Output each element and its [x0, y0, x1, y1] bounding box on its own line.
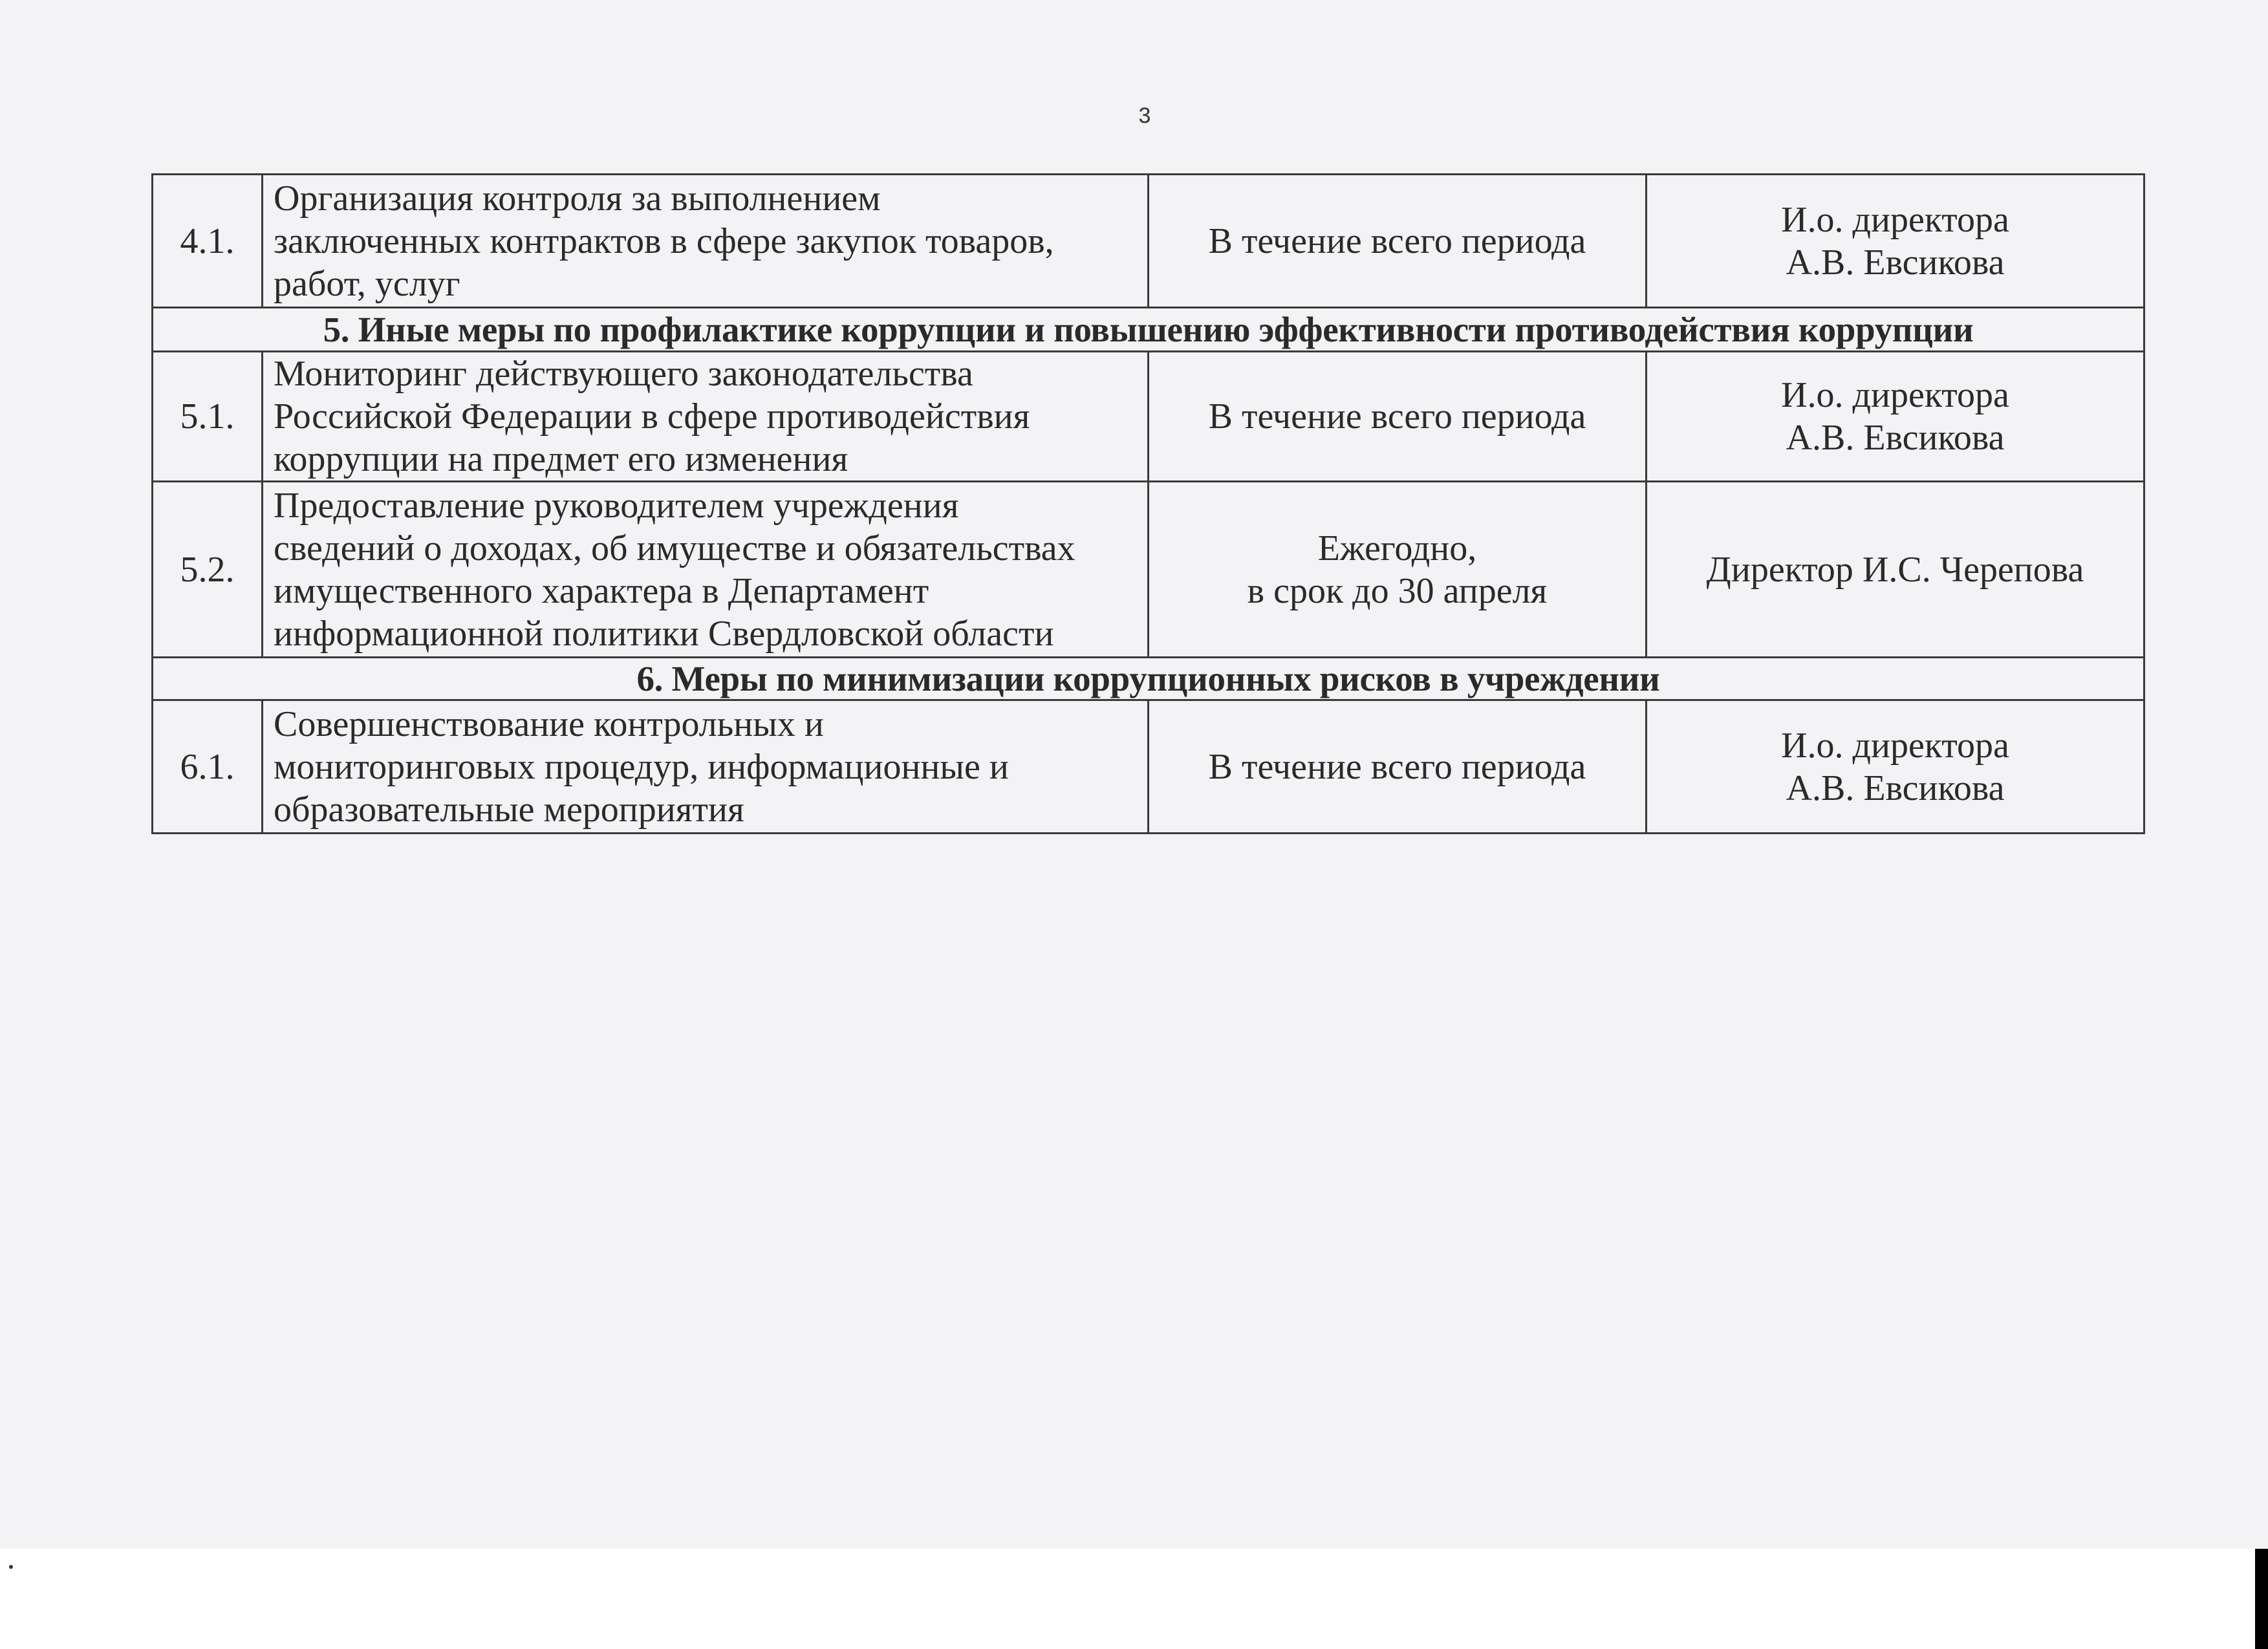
item-deadline: Ежегодно, в срок до 30 апреля — [1149, 482, 1647, 658]
item-responsible: И.о. директора А.В. Евсикова — [1647, 700, 2144, 834]
section-header-row — [153, 658, 2144, 700]
anti-corruption-plan-table — [151, 173, 2145, 834]
scan-speck — [9, 1565, 13, 1569]
table-row — [153, 352, 2144, 482]
item-description: Мониторинг действующего законодательства Российской Федерации в сфере противодействия коррупции на предмет его изменения — [263, 352, 1149, 482]
item-number: 4.1. — [153, 175, 263, 308]
scan-edge-shadow — [2255, 1549, 2268, 1649]
table-row — [153, 700, 2144, 834]
item-description: Совершенствование контрольных и мониторинговых процедур, информационные и образовательные мероприятия — [263, 700, 1149, 834]
item-deadline: В течение всего периода — [1149, 700, 1647, 834]
item-responsible: И.о. директора А.В. Евсикова — [1647, 352, 2144, 482]
item-responsible: И.о. директора А.В. Евсикова — [1647, 175, 2144, 308]
table-row — [153, 482, 2144, 658]
item-deadline: В течение всего периода — [1149, 175, 1647, 308]
item-number: 6.1. — [153, 700, 263, 834]
table-row — [153, 175, 2144, 308]
scan-bottom-margin — [0, 1549, 2268, 1649]
page-number: 3 — [1138, 103, 1151, 128]
item-description: Предоставление руководителем учреждения сведений о доходах, об имуществе и обязательствах имущественного характера в Департамент информационной политики Свердловской области — [263, 482, 1149, 658]
item-responsible: Директор И.С. Черепова — [1647, 482, 2144, 658]
item-number: 5.2. — [153, 482, 263, 658]
item-description: Организация контроля за выполнением заключенных контрактов в сфере закупок товаров, работ, услуг — [263, 175, 1149, 308]
item-number: 5.1. — [153, 352, 263, 482]
section-header-row — [153, 308, 2144, 352]
section-title: 5. Иные меры по профилактике коррупции и повышению эффективности противодействия коррупции — [153, 308, 2144, 352]
section-title: 6. Меры по минимизации коррупционных рисков в учреждении — [153, 658, 2144, 700]
item-deadline: В течение всего периода — [1149, 352, 1647, 482]
